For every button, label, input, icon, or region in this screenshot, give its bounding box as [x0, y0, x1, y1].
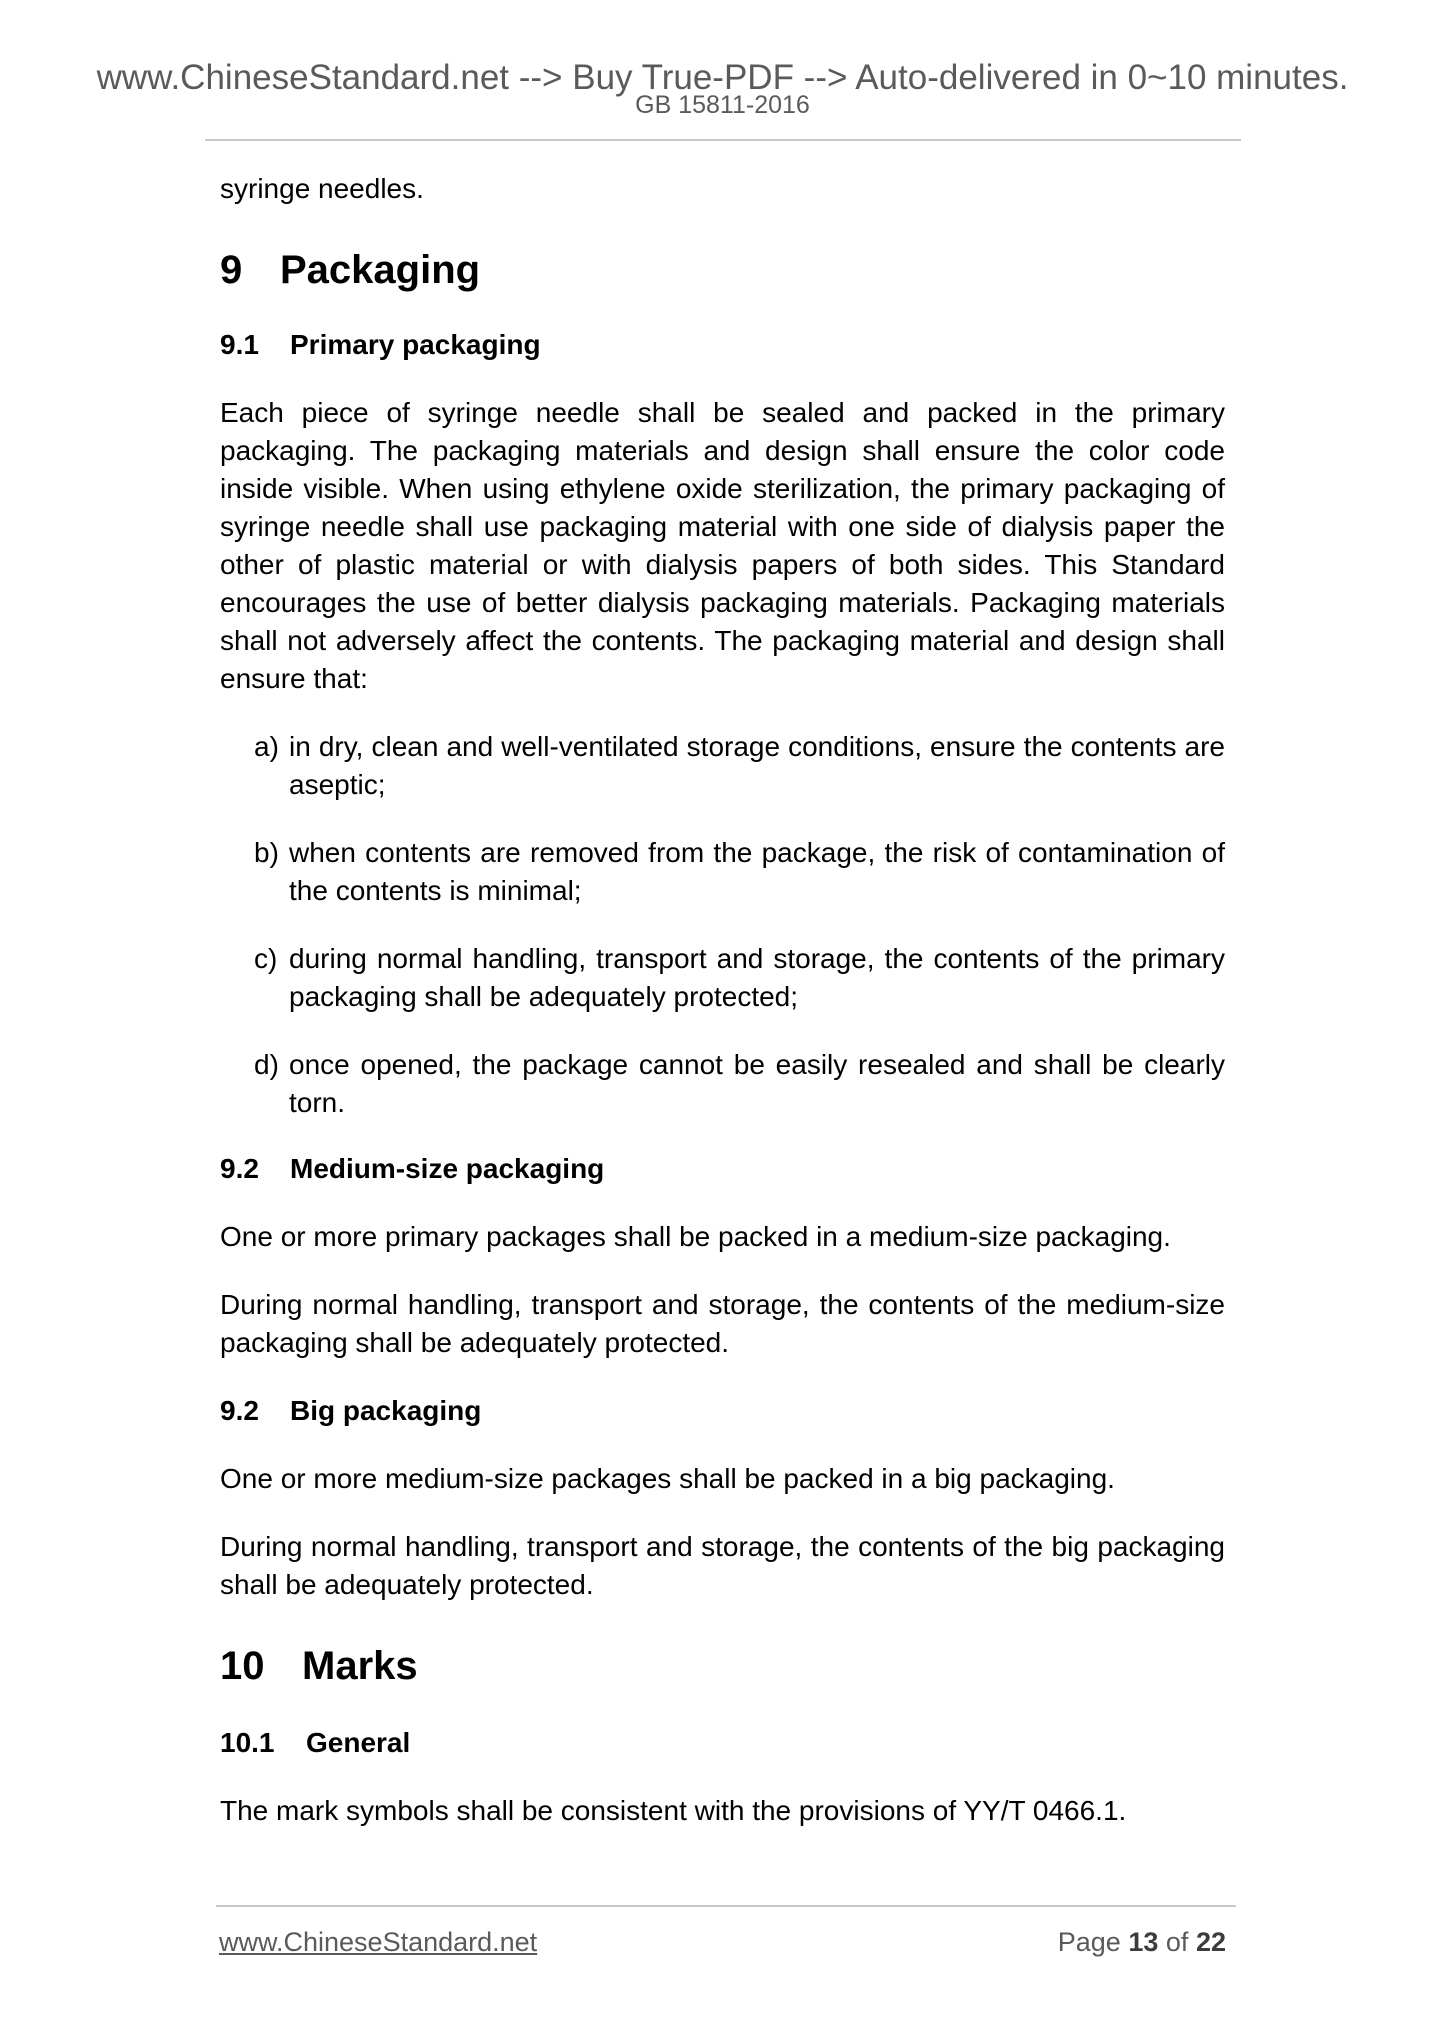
paragraph: During normal handling, transport and storage, the contents of the big packaging shall be adequately protected.	[220, 1531, 1225, 1600]
lead-in-text: syringe needles.	[220, 173, 424, 204]
list-item	[254, 940, 1225, 1016]
section-title: Marks	[302, 1644, 418, 1688]
subsection-number: 10.1	[220, 1727, 275, 1758]
section-10-heading	[220, 1642, 1225, 1690]
page-current: 13	[1128, 1927, 1159, 1957]
page-indicator	[1058, 1926, 1226, 1958]
subsection-title: General	[306, 1727, 411, 1758]
list-marker: a)	[254, 731, 279, 762]
subsection-9-1-heading	[220, 326, 1225, 364]
document-code: GB 15811-2016	[635, 91, 810, 119]
page-total: 22	[1195, 1927, 1226, 1957]
section-number: 9	[220, 248, 243, 292]
list-text: in dry, clean and well-ventilated storage conditions, ensure the contents are aseptic;	[289, 731, 1225, 800]
paragraph: Each piece of syringe needle shall be sealed and packed in the primary packaging. The packaging materials and design shall ensure the color code inside visible. When using ethylene oxide sterilization, the primary packaging of syringe needle shall use packaging material with one side of dialysis paper the other of plastic material or with dialysis papers of both sides. This Standard encourages the use of better dialysis packaging materials. Packaging materials shall not adversely affect the contents. The packaging material and design shall ensure that:	[220, 397, 1225, 694]
list-text: during normal handling, transport and storage, the contents of the primary packaging shall be adequately protected;	[289, 943, 1225, 1012]
subsection-number: 9.2	[220, 1153, 259, 1184]
paragraph: One or more medium-size packages shall be packed in a big packaging.	[220, 1463, 1115, 1494]
subsection-title: Big packaging	[290, 1395, 482, 1426]
list-item	[254, 728, 1225, 804]
list-marker: c)	[254, 943, 278, 974]
paragraph: One or more primary packages shall be packed in a medium-size packaging.	[220, 1221, 1171, 1252]
section-number: 10	[220, 1644, 265, 1688]
subsection-title: Primary packaging	[290, 329, 541, 360]
page-content	[220, 170, 1225, 1830]
subsection-10-1-heading	[220, 1724, 1225, 1762]
paragraph: During normal handling, transport and storage, the contents of the medium-size packaging shall be adequately protected.	[220, 1289, 1225, 1358]
subsection-9-2-heading	[220, 1150, 1225, 1188]
header-banner: www.ChineseStandard.net --> Buy True-PDF --> Auto-delivered in 0~10 minutes.	[96, 58, 1349, 97]
list-marker: d)	[254, 1049, 279, 1080]
list-marker: b)	[254, 837, 279, 868]
footer-divider	[216, 1905, 1236, 1907]
page-of: of	[1165, 1927, 1189, 1957]
subsection-9-3-heading	[220, 1392, 1225, 1430]
page-label: Page	[1057, 1927, 1121, 1957]
footer-website-link[interactable]: www.ChineseStandard.net	[219, 1927, 538, 1957]
paragraph: The mark symbols shall be consistent with the provisions of YY/T 0466.1.	[220, 1795, 1127, 1826]
list-text: once opened, the package cannot be easily resealed and shall be clearly torn.	[289, 1049, 1225, 1118]
subsection-number: 9.1	[220, 329, 259, 360]
list-item	[254, 1046, 1225, 1122]
section-9-heading	[220, 246, 1225, 294]
list-item	[254, 834, 1225, 910]
subsection-number: 9.2	[220, 1395, 259, 1426]
section-title: Packaging	[280, 248, 481, 292]
header-divider	[205, 139, 1241, 141]
subsection-title: Medium-size packaging	[290, 1153, 605, 1184]
list-text: when contents are removed from the package, the risk of contamination of the contents is minimal;	[289, 837, 1225, 906]
